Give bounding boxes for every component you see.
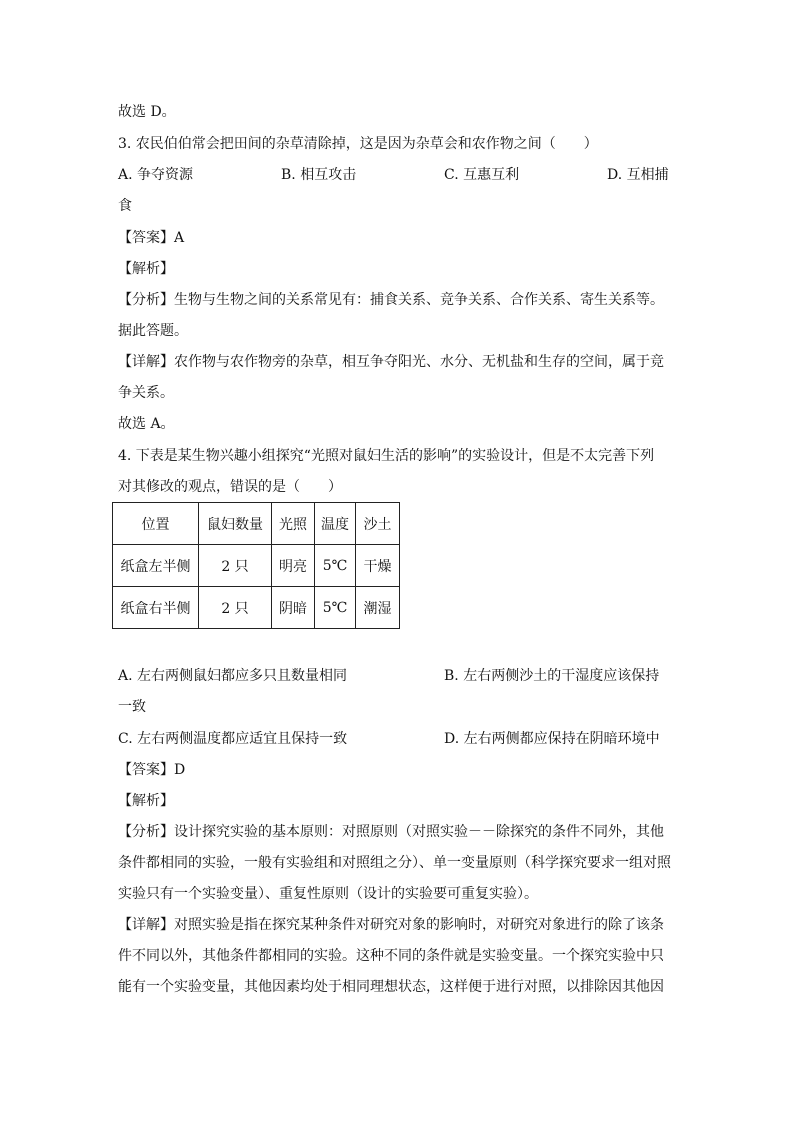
table-cell: 5℃ xyxy=(315,587,356,629)
q3-option-d-continued: 食 xyxy=(118,198,132,214)
q4-option-a: A. 左右两侧鼠妇都应多只且数量相同 xyxy=(118,668,348,684)
q4-fenxi: 【分析】设计探究实验的基本原则：对照原则（对照实验－－除探究的条件不同外，其他 xyxy=(118,824,664,840)
question-3-stem: 3. 农民伯伯常会把田间的杂草清除掉，这是因为杂草会和农作物之间（ ） xyxy=(118,136,598,152)
table-cell: 纸盒左半侧 xyxy=(113,545,199,587)
q3-option-c: C. 互惠互利 xyxy=(444,167,520,183)
q3-xiangjie: 【详解】农作物与农作物旁的杂草，相互争夺阳光、水分、无机盐和生存的空间，属于竞 xyxy=(118,354,664,370)
experiment-table xyxy=(112,502,400,629)
q3-option-a: A. 争夺资源 xyxy=(118,167,194,183)
table-cell: 2 只 xyxy=(199,545,272,587)
q4-fenxi-continued: 条件都相同的实验，一般有实验组和对照组之分）、单一变量原则（科学探究要求一组对照 xyxy=(118,855,671,871)
q4-option-c: C. 左右两侧温度都应适宜且保持一致 xyxy=(118,731,348,747)
table-header-cell: 鼠妇数量 xyxy=(199,503,272,545)
table-header-row xyxy=(113,503,400,545)
q4-option-b: B. 左右两侧沙土的干湿度应该保持 xyxy=(444,668,660,684)
question-4-stem-continued: 对其修改的观点，错误的是（ ） xyxy=(118,479,342,495)
q3-answer: 【答案】A xyxy=(118,230,185,246)
q3-fenxi: 【分析】生物与生物之间的关系常见有：捕食关系、竞争关系、合作关系、寄生关系等。 xyxy=(118,292,664,308)
table-header-cell: 位置 xyxy=(113,503,199,545)
q3-analysis-heading: 【解析】 xyxy=(118,261,174,277)
table-header-cell: 沙土 xyxy=(356,503,400,545)
table-cell: 干燥 xyxy=(356,545,400,587)
q4-fenxi-continued: 实验只有一个实验变量）、重复性原则（设计的实验要可重复实验）。 xyxy=(118,886,538,902)
q4-answer: 【答案】D xyxy=(118,762,186,778)
table-cell: 5℃ xyxy=(315,545,356,587)
q4-option-b-continued: 一致 xyxy=(118,699,146,715)
table-header-cell: 温度 xyxy=(315,503,356,545)
q4-option-d: D. 左右两侧都应保持在阴暗环境中 xyxy=(444,731,660,747)
q3-xiangjie-continued: 争关系。 xyxy=(118,385,174,401)
q4-xiangjie-continued: 件不同以外，其他条件都相同的实验。这种不同的条件就是实验变量。一个探究实验中只 xyxy=(118,948,664,964)
table-row xyxy=(113,545,400,587)
text-line: 故选 D。 xyxy=(118,104,176,120)
table-cell: 潮湿 xyxy=(356,587,400,629)
q3-option-b: B. 相互攻击 xyxy=(281,167,357,183)
question-4-stem: 4. 下表是某生物兴趣小组探究“光照对鼠妇生活的影响”的实验设计，但是不太完善下列 xyxy=(118,448,655,464)
q3-fenxi-continued: 据此答题。 xyxy=(118,323,188,339)
table-row xyxy=(113,587,400,629)
table-cell: 阴暗 xyxy=(272,587,315,629)
table-cell: 2 只 xyxy=(199,587,272,629)
q4-xiangjie-continued: 能有一个实验变量，其他因素均处于相同理想状态，这样便于进行对照，以排除因其他因 xyxy=(118,979,664,995)
table-cell: 纸盒右半侧 xyxy=(113,587,199,629)
table-cell: 明亮 xyxy=(272,545,315,587)
q4-analysis-heading: 【解析】 xyxy=(118,793,174,809)
table-header-cell: 光照 xyxy=(272,503,315,545)
q4-xiangjie: 【详解】对照实验是指在探究某种条件对研究对象的影响时，对研究对象进行的除了该条 xyxy=(118,917,664,933)
q3-choose: 故选 A。 xyxy=(118,416,175,432)
q3-option-d: D. 互相捕 xyxy=(607,167,669,183)
